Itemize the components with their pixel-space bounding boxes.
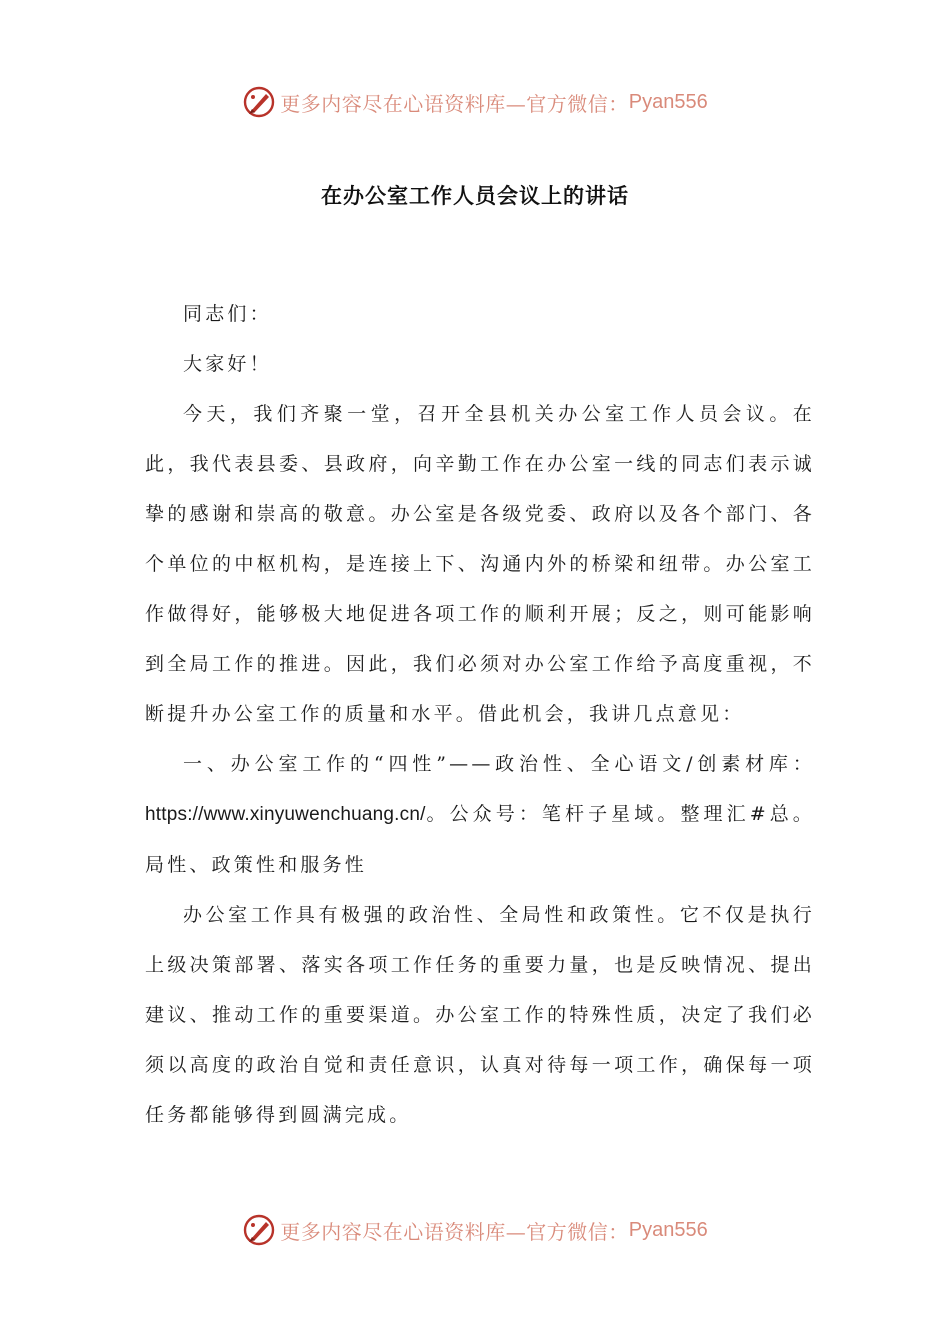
section-heading-1 (145, 739, 815, 890)
quill-pen-logo-icon (242, 1213, 276, 1247)
salutation: 同志们： (183, 303, 272, 325)
banner-wechat-handle: Pyan556 (628, 90, 708, 113)
quill-pen-logo-icon (242, 85, 276, 119)
document-title: 在办公室工作人员会议上的讲话 (321, 184, 629, 208)
paragraph-intro: 今天，我们齐聚一堂，召开全县机关办公室工作人员会议。在此，我代表县委、县政府，向辛勤工作在办公室一线的同志们表示诚挚的感谢和崇高的敬意。办公室是各级党委、政府以及各个部门、各个单位的中枢机构，是连接上下、沟通内外的桥梁和纽带。办公室工作做得好，能够极大地促进各项工作的顺利开展；反之，则可能影响到全局工作的推进。因此，我们必须对办公室工作给予高度重视，不断提升办公室工作的质量和水平。借此机会，我讲几点意见： (145, 403, 815, 725)
section-heading-text-b: 。公众号：笔杆子星域。整理汇#总。局性、政策性和服务性 (145, 803, 815, 876)
header-banner (0, 80, 950, 124)
paragraph-section-1: 办公室工作具有极强的政治性、全局性和政策性。它不仅是执行上级决策部署、落实各项工作任务的重要力量，也是反映情况、提出建议、推动工作的重要渠道。办公室工作的特殊性质，决定了我们必须以高度的政治自觉和责任意识，认真对待每一项工作，确保每一项任务都能够得到圆满完成。 (145, 904, 815, 1126)
banner-text: 更多内容尽在心语资料库—官方微信： (280, 1219, 629, 1244)
banner-wechat-handle: Pyan556 (628, 1218, 708, 1241)
banner-text: 更多内容尽在心语资料库—官方微信： (280, 91, 629, 116)
document-body (145, 289, 815, 1140)
watermark-url: https://www.xinyuwenchuang.cn/ (145, 804, 426, 825)
greeting: 大家好！ (183, 353, 272, 375)
section-heading-text-a: 一、办公室工作的“四性”——政治性、全心语文/创素材库： (183, 753, 815, 775)
footer-banner (0, 1208, 950, 1252)
